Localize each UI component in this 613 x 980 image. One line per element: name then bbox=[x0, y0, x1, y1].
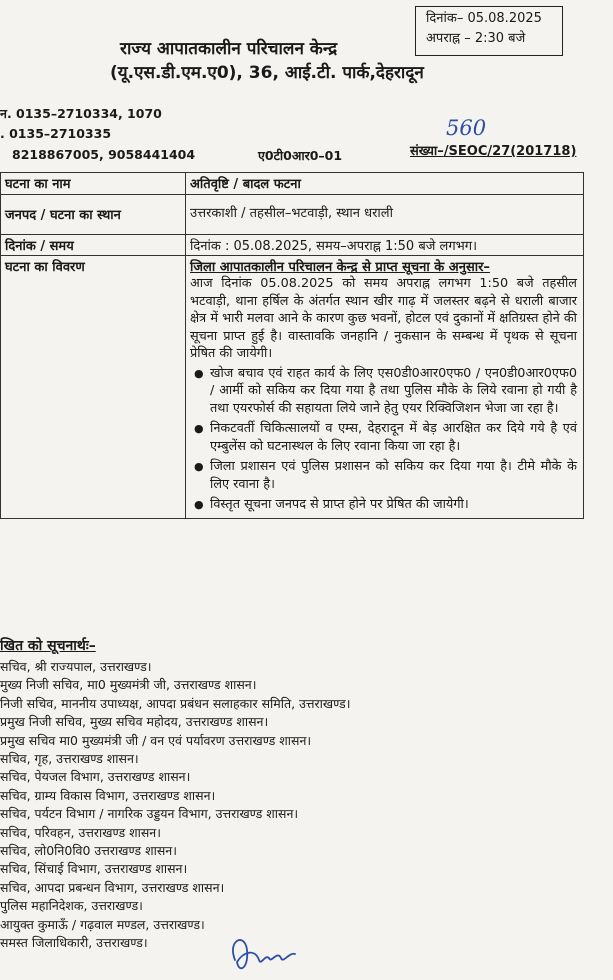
table-row bbox=[1, 256, 584, 519]
list-item: सचिव, ग्राम्य विकास विभाग, उत्तराखण्ड शासन। bbox=[0, 787, 216, 803]
row-label: जनपद / घटना का स्थान bbox=[1, 195, 186, 235]
list-item: ● विस्तृत सूचना जनपद से प्राप्त होने पर प्रेषित की जायेगी। bbox=[210, 496, 577, 514]
mobile-line: 8218867005, 9058441404 bbox=[12, 147, 196, 162]
action-list bbox=[190, 365, 577, 514]
row-value: अतिवृष्टि / बादल फटना bbox=[186, 173, 584, 195]
signature bbox=[225, 930, 305, 976]
report-code: ए0टी0आर0–01 bbox=[258, 148, 343, 163]
date-line: दिनांक– 05.08.2025 bbox=[426, 11, 542, 26]
list-item: ● जिला प्रशासन एवं पुलिस प्रशासन को सकिय कर दिया गया है। टीमे मौके के लिए रवाना है। bbox=[210, 458, 577, 493]
reference-value: /SEOC/27(201718) bbox=[443, 144, 577, 159]
org-name: राज्य आपातकालीन परिचालन केन्द्र bbox=[120, 39, 338, 59]
list-item: ● खोज बचाव एवं राहत कार्य के लिए एस0डी0आर0एफ0 / एन0डी0आर0एफ0 / आर्मी को सकिय कर दिया गया है तथा पुलिस मौके के लिये रवाना हो गयी है तथा एयरफोर्स की सहायता लिये जाने हेतु एयर रिक्विजिशन भेजा जा रहा है। bbox=[210, 365, 577, 418]
list-item: सचिव, श्री राज्यपाल, उत्तराखण्ड। bbox=[0, 659, 152, 674]
list-item: सचिव, पेयजल विभाग, उत्तराखण्ड शासन। bbox=[0, 769, 191, 785]
reference-number bbox=[410, 141, 576, 159]
copy-to-heading: खित को सूचनार्थः– bbox=[0, 638, 96, 654]
list-item: सचिव, सिंचाई विभाग, उत्तराखण्ड शासन। bbox=[0, 861, 188, 877]
row-label: घटना का नाम bbox=[1, 173, 186, 195]
fax-line: . 0135–2710335 bbox=[0, 126, 112, 141]
list-item: पुलिस महानिदेशक, उत्तराखण्ड। bbox=[0, 898, 143, 914]
detail-paragraph: आज दिनांक 05.08.2025 को समय अपराह्न लगभग 1:50 बजे तहसील भटवाड़ी, थाना हर्षिल के अंतर्गत स्थान खीर गाढ़ में जलस्तर बढ़ने से धराली बाजार क्षेत्र में भारी मलवा आने के कारण कुछ भवनों, होटल एवं दुकानों में क्षतिग्रस्त होने की सूचना प्राप्त हुई है। वास्तावकि जनहानि / नुकसान के सम्बन्ध में पृथक से सूचना प्रेषित की जायेगी। bbox=[190, 276, 577, 361]
table-row bbox=[1, 235, 584, 256]
list-item: ● निकटवर्ती चिकित्सालयों व एम्स, देहरादून में बेड़ आरक्षित कर दिये गये है एवं एम्बुलेंस को घटनास्थल के लिए रवाना किया जा रहा है। bbox=[210, 420, 577, 455]
list-item: समस्त जिलाधिकारी, उत्तराखण्ड। bbox=[0, 935, 148, 951]
list-item: मुख्य निजी सचिव, मा0 मुख्यमंत्री जी, उत्तराखण्ड शासन। bbox=[0, 677, 257, 693]
list-item: सचिव, आपदा प्रबन्धन विभाग, उत्तराखण्ड शासन। bbox=[0, 879, 225, 895]
row-value: उत्तरकाशी / तहसील–भटवाड़ी, स्थान धराली bbox=[186, 195, 584, 235]
list-item: प्रमुख सचिव मा0 मुख्यमंत्री जी / वन एवं पर्यावरण उत्तराखण्ड शासन। bbox=[0, 732, 312, 748]
table-row bbox=[1, 195, 584, 235]
list-item: निजी सचिव, माननीय उपाध्यक्ष, आपदा प्रबंधन सलाहकार समिति, उत्तराखण्ड। bbox=[0, 695, 351, 711]
time-line: अपराह्न – 2:30 बजे bbox=[426, 31, 526, 46]
list-item: सचिव, गृह, उत्तराखण्ड शासन। bbox=[0, 751, 139, 767]
list-item: सचिव, परिवहन, उत्तराखण्ड शासन। bbox=[0, 824, 161, 840]
reference-label: संख्या– bbox=[410, 144, 444, 159]
phone-line: न. 0135–2710334, 1070 bbox=[0, 106, 162, 121]
list-item: प्रमुख निजी सचिव, मुख्य सचिव महोदय, उत्तराखण्ड शासन। bbox=[0, 714, 269, 730]
row-value: दिनांक : 05.08.2025, समय–अपराह्न 1:50 बजे लगभग। bbox=[186, 235, 584, 256]
row-label: घटना का विवरण bbox=[1, 256, 186, 519]
list-item: सचिव, पर्यटन विभाग / नागरिक उड्डयन विभाग, उत्तराखण्ड शासन। bbox=[0, 806, 299, 822]
incident-table bbox=[0, 172, 584, 519]
row-label: दिनांक / समय bbox=[1, 235, 186, 256]
list-item: आयुक्त कुमाऊँ / गढ़वाल मण्डल, उत्तराखण्ड। bbox=[0, 916, 205, 932]
detail-heading: जिला आपातकालीन परिचालन केन्द्र से प्राप्त सूचना के अनुसार– bbox=[190, 260, 490, 275]
handwritten-number: 560 bbox=[446, 116, 487, 140]
date-time-box bbox=[415, 6, 563, 56]
org-address: (यू.एस.डी.एम.ए0), 36, आई.टी. पार्क,देहरादून bbox=[110, 63, 424, 83]
detail-cell bbox=[186, 256, 584, 519]
list-item: सचिव, लो0नि0वि0 उत्तराखण्ड शासन। bbox=[0, 843, 177, 859]
table-row bbox=[1, 173, 584, 195]
copy-to-list bbox=[0, 658, 350, 953]
